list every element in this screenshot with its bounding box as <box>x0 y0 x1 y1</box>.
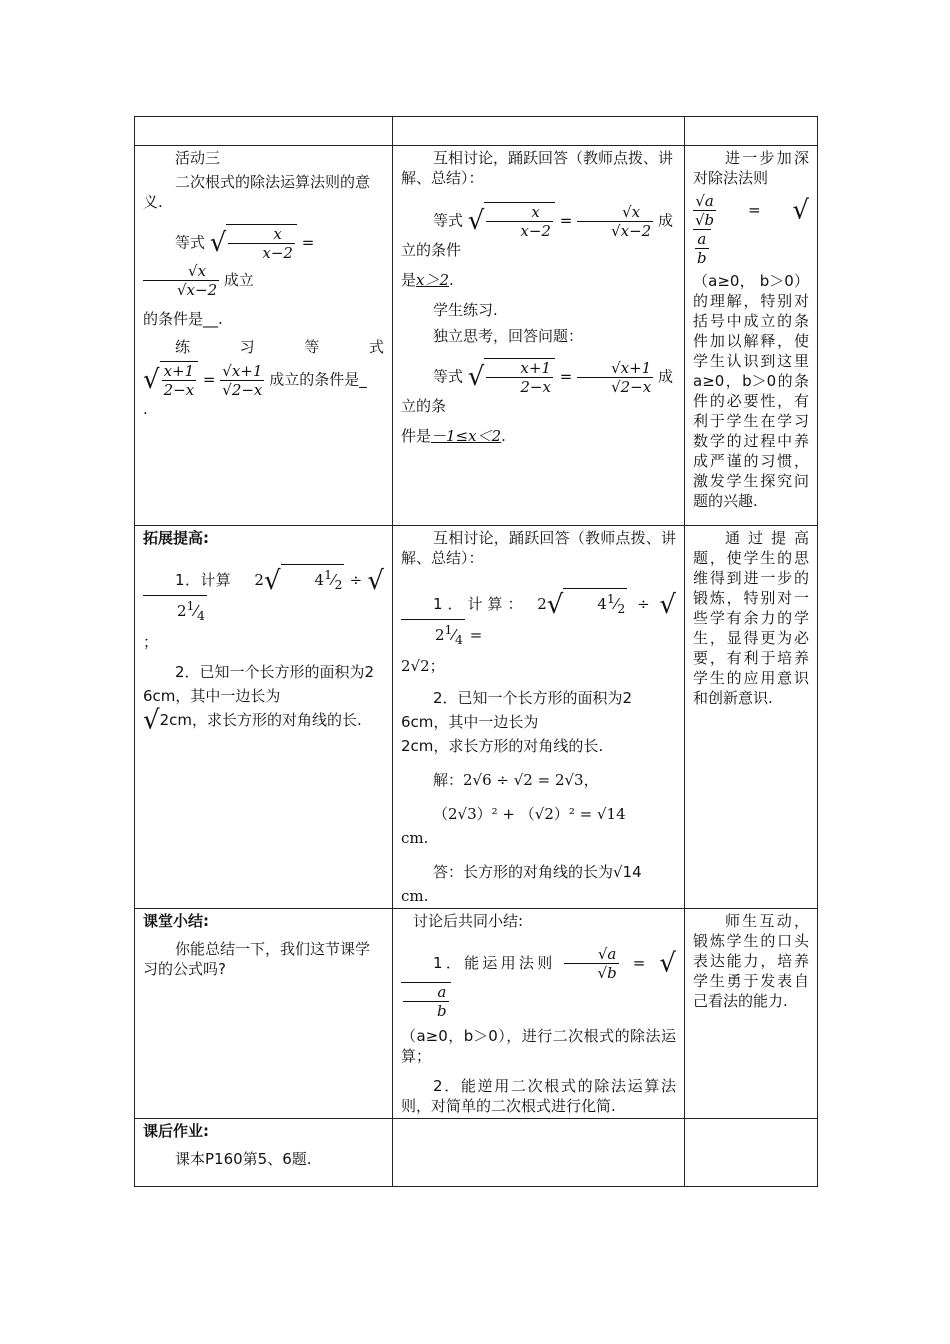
a2-end: . <box>501 427 506 445</box>
ext-a1: 1．计算： <box>433 595 528 613</box>
cell-summary-intent <box>685 909 818 1119</box>
formula-q1-left: $\frac{x}{x-2}$ <box>226 224 297 262</box>
sqrt-icon: √ <box>209 228 227 258</box>
a2-answer: －1≤x＜2 <box>431 427 502 445</box>
student-intro: 互相讨论，踊跃回答（教师点拨、讲解、总结）： <box>401 149 674 187</box>
student-answer-2-tail <box>401 426 676 446</box>
cell-homework-3 <box>685 1119 818 1187</box>
formula-a1-right: $\frac{√x}{√x-2}$ <box>577 203 653 240</box>
ext-student-answer-1 <box>401 588 676 650</box>
ext-answer: 答：长方形的对角线的长为√14 <box>433 863 642 881</box>
table-row-summary <box>135 909 818 1119</box>
ext-q2: 2．已知一个长方形的面积为2 <box>175 663 375 681</box>
q2-suffix: 成立的条件是_ <box>269 370 367 389</box>
ext-a1-result: 2√2； <box>401 657 445 675</box>
sqrt-icon: √ <box>143 365 160 395</box>
cell-extension-student <box>393 526 685 909</box>
cell-activity-task <box>135 146 393 526</box>
table-row-empty <box>135 117 818 146</box>
cell-activity-intent <box>685 146 818 526</box>
cell-activity-student <box>393 146 685 526</box>
activity-question-2: √ $\frac{x+1}{2-x}$ = $\frac{√x+1}{√2-x}$ 成立的条件是_ <box>143 361 367 399</box>
a1-end: . <box>449 271 454 289</box>
cell-extension-intent <box>685 526 818 909</box>
ext-solution-2: （2√3）² + （√2）² = √14 <box>433 805 626 823</box>
a1-tail-prefix: 是 <box>401 271 417 289</box>
summary-heading: 课堂小结: <box>143 912 209 930</box>
summary-intro: 讨论后共同小结: <box>413 912 524 930</box>
ext-a2: 2．已知一个长方形的面积为2 <box>433 689 633 707</box>
ext-solution-1: 解：2√6 ÷ √2 = 2√3， <box>433 771 599 789</box>
sqrt-icon: √ <box>659 948 676 979</box>
ext-q1-end: ； <box>143 633 159 651</box>
intent-eq: = <box>748 201 761 219</box>
table-row-extension <box>135 526 818 909</box>
ext-solution-2-unit: cm. <box>401 829 429 847</box>
q1-suffix: 成立 <box>223 271 254 289</box>
student-answer-1: 等式 √ $\frac{x}{x-2}$ = $\frac{√x}{√x-2}$ 成立的条件 <box>401 202 673 259</box>
ext-q2-mid: 6cm，其中一边长为 <box>143 687 281 705</box>
cell-empty-2 <box>393 117 685 146</box>
table-row-homework <box>135 1119 818 1187</box>
practice-word-1: 练 <box>175 338 191 356</box>
a2-prefix: 等式 <box>433 367 464 386</box>
cell-homework <box>135 1119 393 1187</box>
ext-a2-mid: 6cm，其中一边长为 <box>401 713 539 731</box>
formula-ext-a1: 2√ $4^1⁄_2$ ÷ $√2^1⁄_4$ = <box>401 595 676 644</box>
summary-question: 你能总结一下，我们这节课学习的公式吗? <box>143 940 371 978</box>
sqrt-icon: √ <box>467 206 485 236</box>
activity-title: 活动三 <box>175 149 221 167</box>
student-answer-2: 等式 √ $\frac{x+1}{2-x}$ = $\frac{√x+1}{√2-x}$ 成立的条 <box>401 358 673 415</box>
homework-heading: 课后作业: <box>143 1122 209 1140</box>
summary-item-1-cond: （a≥0，b＞0），进行二次根式的除法运算； <box>401 1027 676 1065</box>
sqrt-icon: √ <box>467 362 485 392</box>
table-row-activity <box>135 146 818 526</box>
homework-text: 课本P160第5、6题. <box>175 1150 312 1168</box>
a1-prefix: 等式 <box>433 211 464 230</box>
a2-tail-prefix: 件是 <box>401 427 432 445</box>
sqrt-icon: √ <box>143 705 160 736</box>
practice-words <box>143 337 384 357</box>
ext-intent-text: 通过提高题，使学生的思维得到进一步的锻炼，特别对一些学有余力的学生，显得更为必要，有利于培养学生的应用意识和创新意识. <box>693 529 809 707</box>
ext-q1: 1．计算 <box>175 571 232 589</box>
cell-empty-1 <box>135 117 393 146</box>
intent-condition: （a≥0， b＞0）的理解，特别对括号中成立的条件加以解释，使学生认识到这里a≥0，b＞0的条件的必要性，有利于学生在学习数学的过程中养成严谨的习惯，激发学生探究问题的兴趣. <box>693 272 809 510</box>
formula-a2-right: $\frac{√x+1}{√2-x}$ <box>577 359 653 396</box>
summary-eq: = <box>632 954 646 972</box>
formula-summary-left: $\frac{√a}{√b}$ <box>564 945 619 982</box>
practice-word-3: 等 <box>304 338 320 356</box>
cell-empty-3 <box>685 117 818 146</box>
practice-word-2: 习 <box>239 338 255 356</box>
intent-text-1: 进一步加深对除法法则 <box>693 149 809 187</box>
q2-end: . <box>143 400 148 418</box>
ext-student-intro: 互相讨论，踊跃回答（教师点拨、讲解、总结）： <box>401 529 676 567</box>
student-practice: 学生练习. <box>433 301 498 319</box>
summary-item-1-prefix: 1．能运用法则 <box>433 954 556 972</box>
q1-prefix: 等式 <box>175 233 206 252</box>
student-think: 独立思考，回答问题： <box>433 327 584 345</box>
formula-division-rule-right: $\frac{a}{b}$ <box>693 229 711 267</box>
formula-q2-left: $\frac{x+1}{2-x}$ <box>160 361 199 399</box>
activity-intro: 二次根式的除法运算法则的意义. <box>143 173 371 211</box>
q1-tail: 的条件是__. <box>143 310 223 328</box>
formula-q1-right: $\frac{√x}{√x-2}$ <box>143 262 219 299</box>
cell-summary-task <box>135 909 393 1119</box>
cell-extension-task <box>135 526 393 909</box>
formula-q2-right: $\frac{√x+1}{√2-x}$ <box>222 361 263 399</box>
formula-summary-right: $\frac{a}{b}$ <box>401 982 451 1020</box>
formula-ext-q1: 2√ $4^1⁄_2$ ÷ $√2^1⁄_4$ <box>143 571 384 620</box>
activity-question-1: 等式 √ $\frac{x}{x-2}$ = $\frac{√x}{√x-2}$ 成立 <box>143 224 384 299</box>
formula-a2-left: $\frac{x+1}{2-x}$ <box>484 358 555 396</box>
ext-a2-end: 2cm，求长方形的对角线的长. <box>401 737 604 755</box>
lesson-plan-table <box>134 116 818 1187</box>
cell-summary-student <box>393 909 685 1119</box>
intent-formula <box>693 192 809 267</box>
ext-q2-end <box>143 705 384 736</box>
summary-item-2: 2．能逆用二次根式的除法运算法则，对简单的二次根式进行化简. <box>401 1077 676 1115</box>
extension-question-1 <box>143 564 384 626</box>
summary-intent-text: 师生互动，锻炼学生的口头表达能力，培养学生勇于发表自己看法的能力. <box>693 912 809 1010</box>
a1-answer: x＞2 <box>416 271 450 289</box>
practice-word-4: 式 <box>368 338 384 356</box>
extension-heading: 拓展提高: <box>143 529 209 547</box>
ext-answer-unit: cm. <box>401 887 429 905</box>
student-answer-1-tail <box>401 270 676 290</box>
sqrt-icon: √ <box>792 195 809 226</box>
summary-item-1 <box>401 945 676 1020</box>
a2-suffix: 成立的条 <box>401 367 673 415</box>
formula-a1-left: $\frac{x}{x-2}$ <box>484 202 555 240</box>
cell-homework-2 <box>393 1119 685 1187</box>
a1-suffix: 成立的条件 <box>401 211 673 259</box>
formula-division-rule-left: $\frac{√a}{√b}$ <box>695 192 715 229</box>
ext-q2-end-text: 2cm，求长方形的对角线的长. <box>159 711 362 729</box>
